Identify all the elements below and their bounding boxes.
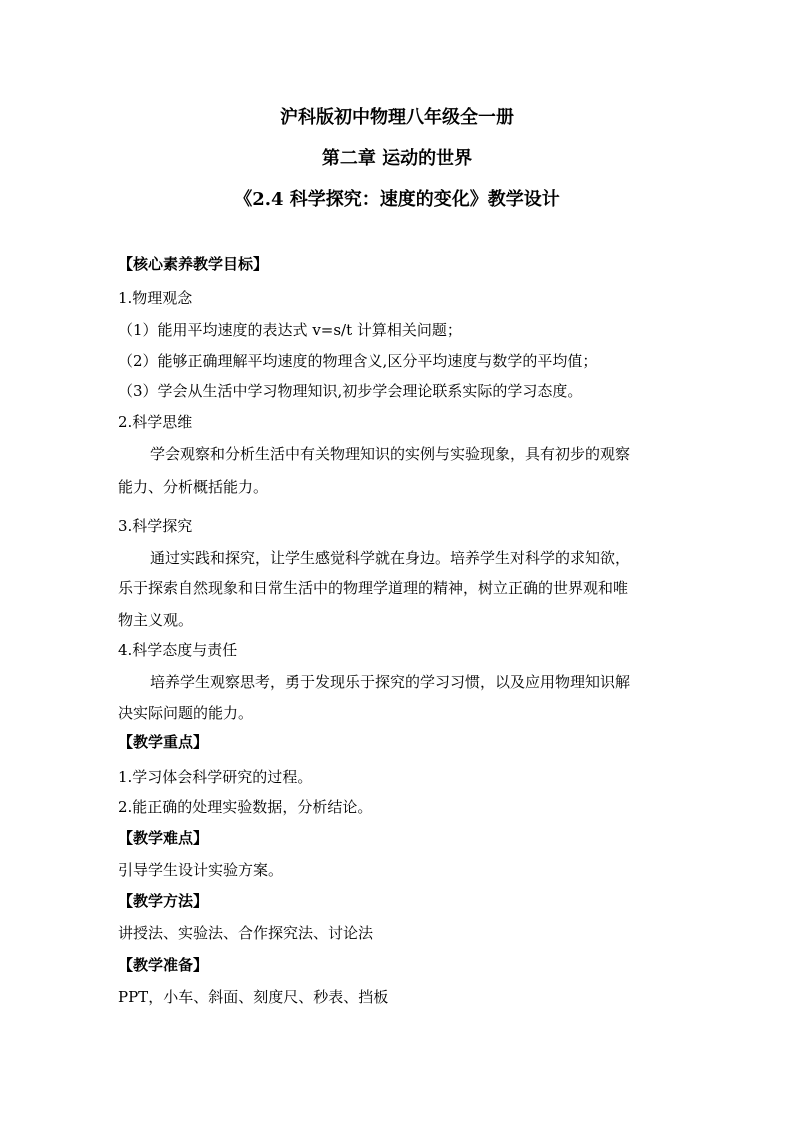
objective-4-heading: 4.科学态度与责任 bbox=[118, 641, 238, 659]
objective-1-item-3: （3）学会从生活中学习物理知识,初步学会理论联系实际的学习态度。 bbox=[118, 382, 583, 400]
section-heading-preparation: 【教学准备】 bbox=[118, 956, 209, 974]
objective-3-paragraph-line-2: 乐于探索自然现象和日常生活中的物理学道理的精神，树立正确的世界观和唯 bbox=[118, 579, 629, 597]
preparation-list: PPT，小车、斜面、刻度尺、秒表、挡板 bbox=[118, 988, 389, 1006]
objective-4-paragraph-line-1: 培养学生观察思考，勇于发现乐于探究的学习习惯，以及应用物理知识解 bbox=[150, 673, 631, 691]
section-heading-difficulties: 【教学难点】 bbox=[118, 829, 209, 847]
document-title-series: 沪科版初中物理八年级全一册 bbox=[280, 107, 514, 128]
section-heading-core-objectives: 【核心素养教学目标】 bbox=[118, 255, 269, 273]
chapter-title: 第二章 运动的世界 bbox=[321, 148, 473, 169]
objective-3-paragraph-line-3: 物主义观。 bbox=[118, 611, 194, 629]
objective-1-heading: 1.物理观念 bbox=[118, 289, 193, 307]
methods-list: 讲授法、实验法、合作探究法、讨论法 bbox=[118, 924, 374, 942]
key-point-2: 2.能正确的处理实验数据，分析结论。 bbox=[118, 798, 373, 816]
section-heading-key-points: 【教学重点】 bbox=[118, 733, 209, 751]
key-point-1: 1.学习体会科学研究的过程。 bbox=[118, 768, 313, 786]
lesson-title: 《2.4 科学探究：速度的变化》教学设计 bbox=[234, 189, 560, 210]
objective-2-paragraph-line-1: 学会观察和分析生活中有关物理知识的实例与实验现象，具有初步的观察 bbox=[150, 445, 631, 463]
objective-3-paragraph-line-1: 通过实践和探究，让学生感觉科学就在身边。培养学生对科学的求知欲， bbox=[150, 549, 631, 567]
difficulty-1: 引导学生设计实验方案。 bbox=[118, 861, 284, 879]
objective-2-paragraph-line-2: 能力、分析概括能力。 bbox=[118, 478, 269, 496]
objective-2-heading: 2.科学思维 bbox=[118, 413, 193, 431]
objective-3-heading: 3.科学探究 bbox=[118, 517, 193, 535]
objective-1-item-2: （2）能够正确理解平均速度的物理含义,区分平均速度与数学的平均值； bbox=[118, 352, 598, 370]
section-heading-methods: 【教学方法】 bbox=[118, 892, 209, 910]
objective-1-item-1: （1）能用平均速度的表达式 v=s/t 计算相关问题； bbox=[118, 321, 462, 339]
objective-4-paragraph-line-2: 决实际问题的能力。 bbox=[118, 704, 254, 722]
